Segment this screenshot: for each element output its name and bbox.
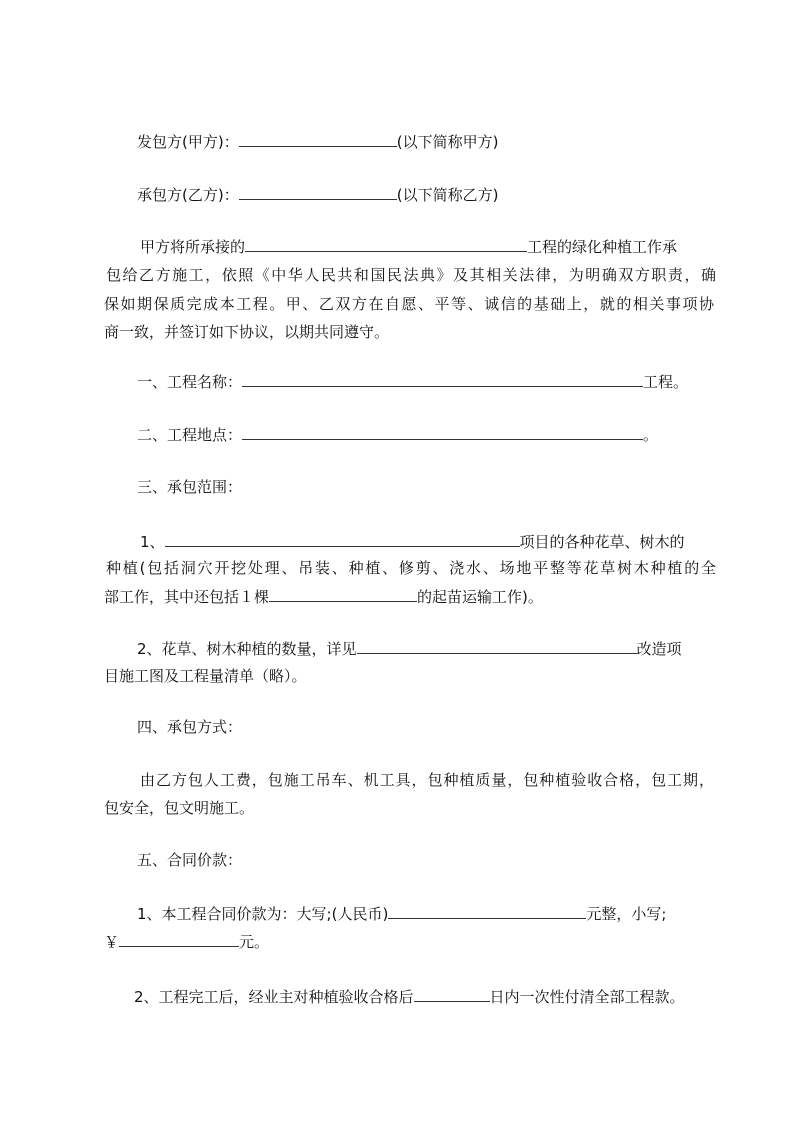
price-text: 2、工程完工后，经业主对种植验收合格后 [134,988,414,1006]
payment-days-blank[interactable] [414,987,490,1002]
price-text: 元整，小写; [586,905,667,923]
section-heading: 一、工程名称： [137,373,243,391]
scope-text: 项目的各种花草、树木的 [519,533,685,551]
project-location-suffix: 。 [643,426,659,444]
scope-text: 部工作，其中还包括１棵 [104,588,270,606]
preamble-line-4: 商一致，并签订如下协议，以期共同遵守。 [104,323,390,341]
price-heading: 五、合同价款： [137,851,243,869]
scope-item-1-line-3 [104,587,543,605]
yuan-symbol: ￥ [104,933,120,951]
price-item-1 [137,904,666,922]
price-item-1-line-2 [104,932,269,950]
party-b-label: 承包方(乙方)： [137,186,239,204]
price-words-blank[interactable] [388,904,586,919]
preamble-text: 工程的绿化种植工作承 [527,238,678,256]
party-a-blank[interactable] [239,132,397,147]
party-b-suffix: (以下简称乙方) [396,186,499,204]
scope-item-2-line-2: 目施工图及工程量清单（略）。 [104,667,307,685]
section-heading: 二、工程地点： [137,426,243,444]
contract-method-heading: 四、承包方式： [137,718,243,736]
party-a-line [137,132,498,150]
contract-method-line-2: 包安全，包文明施工。 [104,799,255,817]
scope-text: 的起苗运输工作)。 [417,588,543,606]
scope-heading: 三、承包范围： [137,478,243,496]
price-number-blank[interactable] [119,932,239,947]
scope-project-blank[interactable] [165,532,520,547]
project-name-line [137,372,688,390]
party-b-line [137,185,498,203]
scope-item-1 [140,532,685,550]
price-text: 元。 [239,933,270,951]
price-text: 1、本工程合同价款为：大写;(人民币) [137,905,389,923]
scope-text: 2、花草、树木种植的数量，详见 [137,640,357,658]
tree-blank[interactable] [269,587,417,602]
price-item-2 [134,987,685,1005]
drawing-blank[interactable] [357,639,637,654]
price-text: 日内一次性付清全部工程款。 [489,988,685,1006]
project-location-line [137,425,658,443]
scope-text: 改造项 [636,640,682,658]
project-location-blank[interactable] [242,425,643,440]
scope-item-2 [137,639,682,657]
item-number: 1、 [140,533,165,551]
project-blank[interactable] [245,237,527,252]
preamble-line-3: 保如期保质完成本工程。甲、乙双方在自愿、平等、诚信的基础上，就的相关事项协 [104,295,714,313]
preamble-line-1 [140,237,677,255]
scope-item-1-line-2: 种植(包括洞穴开挖处理、吊装、种植、修剪、浇水、场地平整等花草树木种植的全 [106,559,716,577]
party-a-suffix: (以下简称甲方) [396,133,499,151]
preamble-text: 甲方将所承接的 [140,238,246,256]
project-name-blank[interactable] [242,372,643,387]
project-name-suffix: 工程。 [643,373,689,391]
preamble-line-2: 包给乙方施工，依照《中华人民共和国民法典》及其相关法律，为明确双方职责，确 [106,266,716,284]
contract-method-line-1: 由乙方包人工费，包施工吊车、机工具，包种植质量，包种植验收合格，包工期， [140,771,714,789]
party-a-label: 发包方(甲方)： [137,133,239,151]
party-b-blank[interactable] [239,185,397,200]
